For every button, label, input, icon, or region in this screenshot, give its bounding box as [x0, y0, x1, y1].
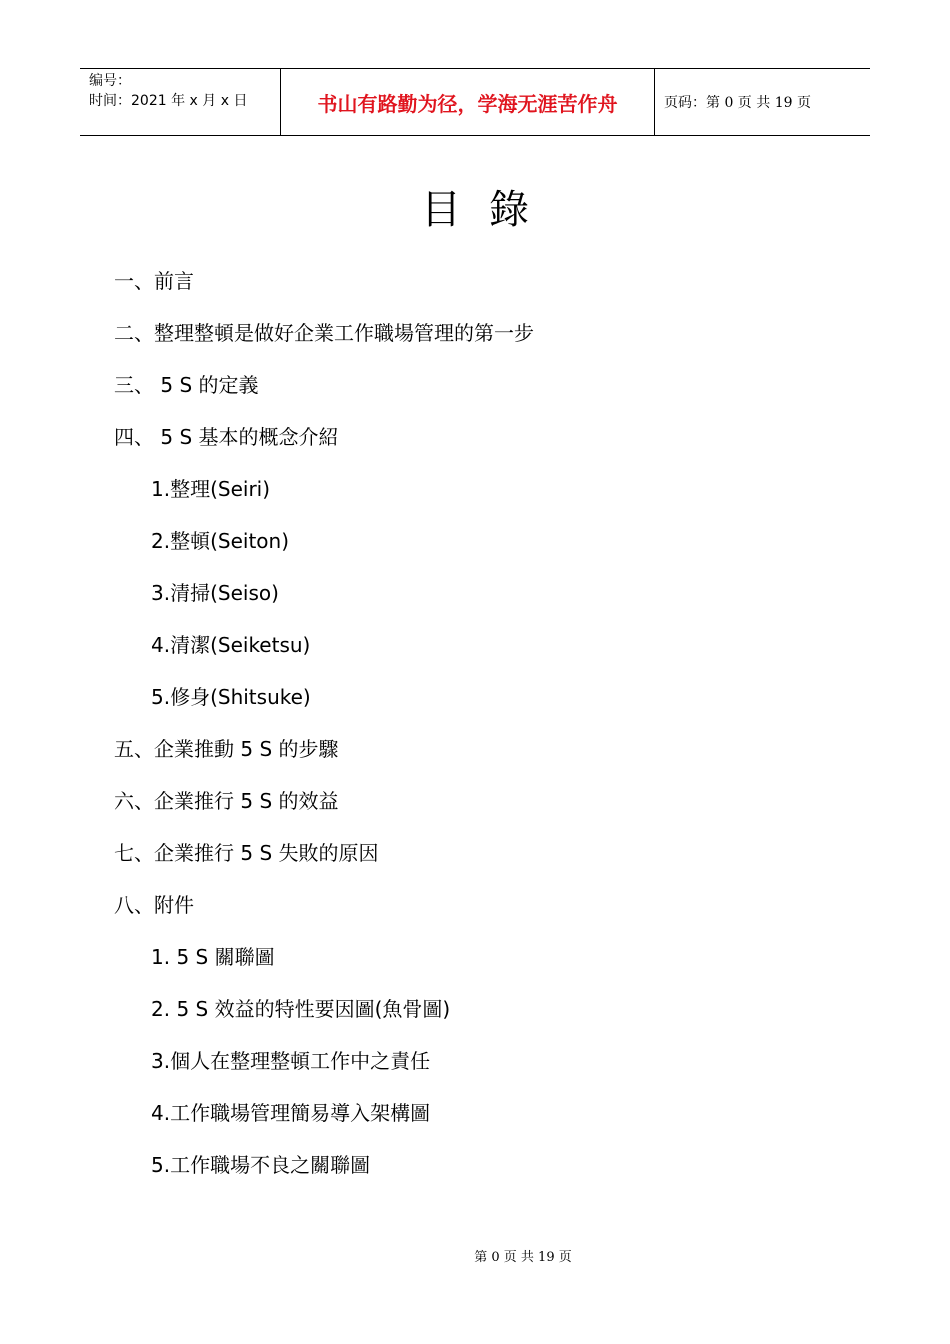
header-motto: 书山有路勤为径，学海无涯苦作舟: [281, 69, 655, 135]
toc-item: 5.修身(Shitsuke): [151, 685, 311, 709]
toc-item: 三、 5 S 的定義: [114, 373, 259, 397]
header-time-label: 时间：2021 年 x 月 x 日: [89, 93, 248, 109]
toc-item: 一、前言: [114, 269, 194, 293]
toc-item: 六、企業推行 5 S 的效益: [114, 789, 339, 813]
header-page-info: 页码：第 0 页 共 19 页: [664, 95, 811, 111]
toc-item: 2. 5 S 效益的特性要因圖(魚骨圖): [151, 997, 451, 1021]
page-footer: 第 0 页 共 19 页: [474, 1250, 572, 1265]
toc-item: 二、整理整頓是做好企業工作職場管理的第一步: [114, 321, 534, 345]
toc-item: 3.個人在整理整頓工作中之責任: [151, 1049, 431, 1073]
page-header: [80, 68, 870, 136]
toc-item: 4.清潔(Seiketsu): [151, 633, 311, 657]
toc-item: 2.整頓(Seiton): [151, 529, 289, 553]
toc-item: 七、企業推行 5 S 失敗的原因: [114, 841, 379, 865]
toc-item: 1. 5 S 關聯圖: [151, 945, 275, 969]
toc-item: 3.清掃(Seiso): [151, 581, 279, 605]
toc-item: 四、 5 S 基本的概念介紹: [114, 425, 339, 449]
toc-item: 五、企業推動 5 S 的步驟: [114, 737, 339, 761]
header-number-label: 编号：: [89, 73, 131, 89]
toc-item: 5.工作職場不良之關聯圖: [151, 1153, 371, 1177]
toc-item: 4.工作職場管理簡易導入架構圖: [151, 1101, 431, 1125]
toc-item: 八、附件: [114, 893, 194, 917]
toc-item: 1.整理(Seiri): [151, 477, 271, 501]
header-meta: [80, 69, 281, 135]
page-title: 目錄: [421, 187, 557, 233]
